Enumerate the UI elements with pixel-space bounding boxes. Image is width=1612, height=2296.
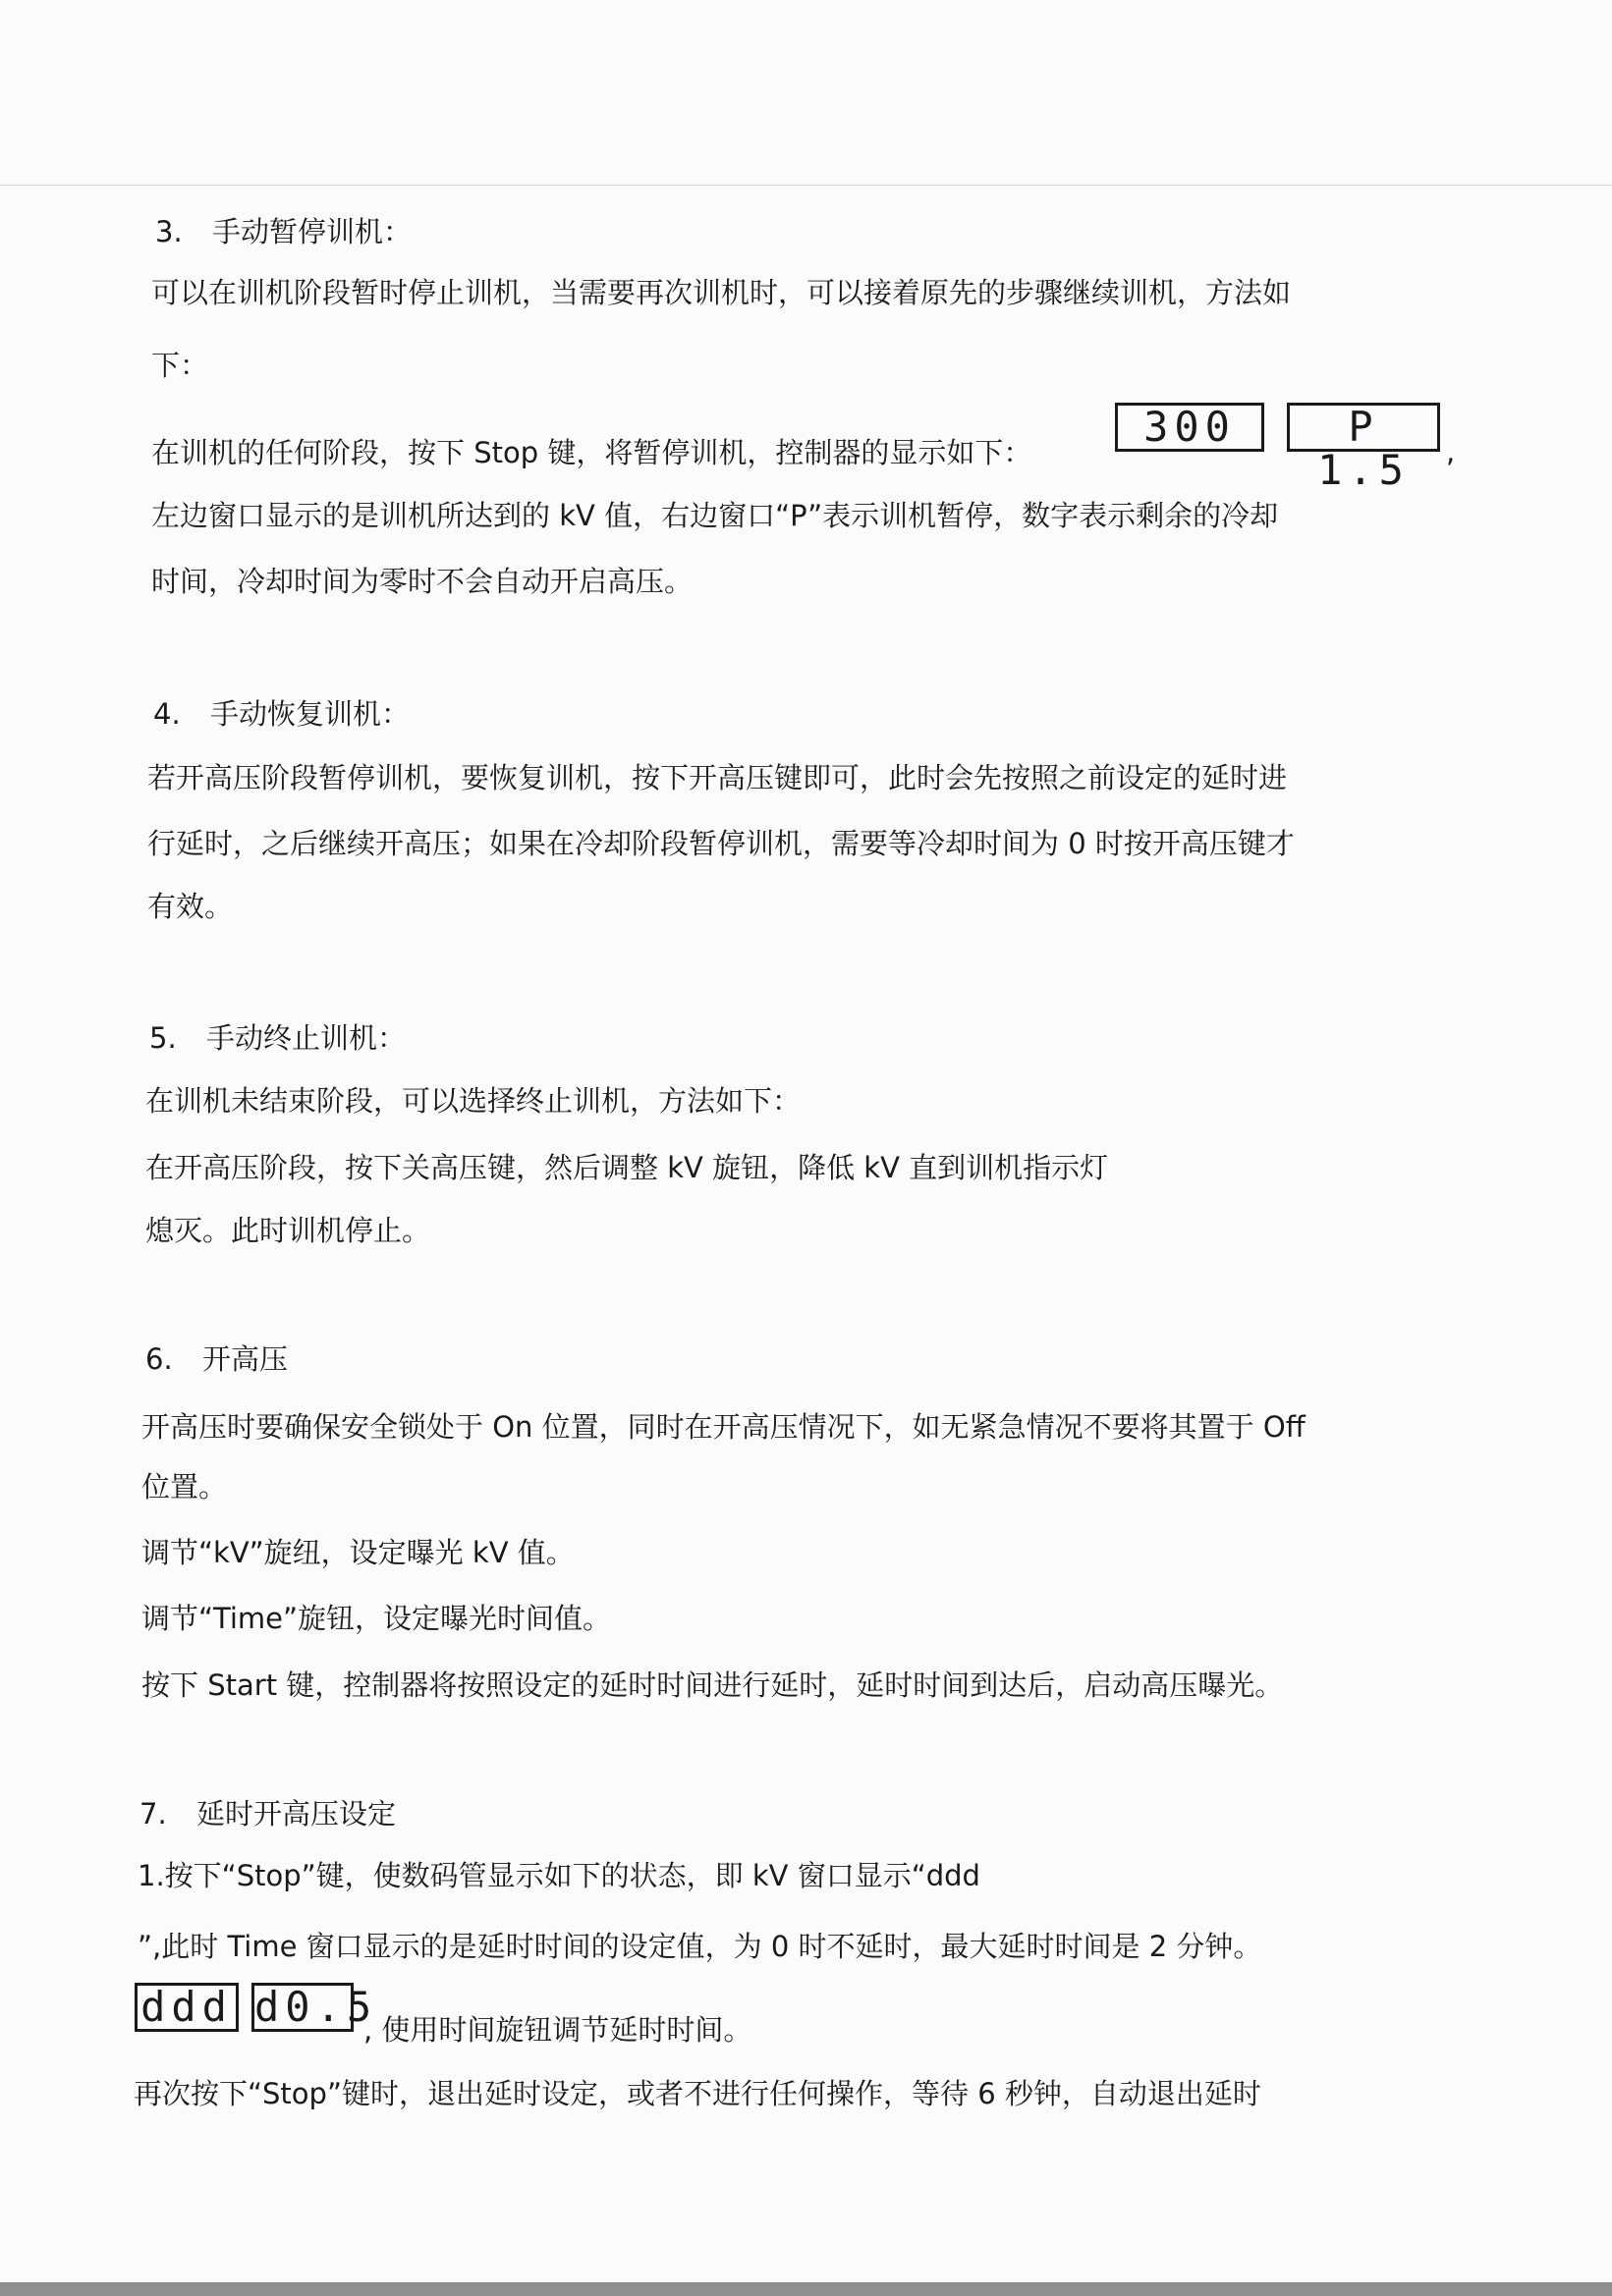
time-display-window: P 1.5 bbox=[1287, 403, 1440, 452]
paragraph: 时间，冷却时间为零时不会自动开启高压。 bbox=[151, 565, 694, 598]
section-title: 手动恢复训机： bbox=[210, 697, 411, 731]
kv-display-window: ddd bbox=[135, 1983, 239, 2032]
section-5-heading bbox=[149, 1018, 406, 1058]
section-number: 3. bbox=[155, 215, 183, 248]
section-number: 5. bbox=[149, 1021, 177, 1055]
section-title: 开高压 bbox=[202, 1342, 289, 1376]
section-7-heading bbox=[139, 1794, 396, 1833]
paragraph: 有效。 bbox=[147, 890, 234, 923]
paragraph: , 使用时间旋钮调节延时时间。 bbox=[363, 2013, 752, 2047]
paragraph: 在训机未结束阶段，可以选择终止训机，方法如下： bbox=[145, 1084, 802, 1118]
section-title: 手动暂停训机： bbox=[212, 215, 413, 248]
paragraph: ”,此时 Time 窗口显示的是延时时间的设定值，为 0 时不延时，最大延时时间是 2 分钟。 bbox=[138, 1930, 1262, 1963]
paragraph: 熄灭。此时训机停止。 bbox=[145, 1214, 431, 1247]
section-title: 延时开高压设定 bbox=[196, 1797, 397, 1831]
scan-edge bbox=[0, 2282, 1612, 2296]
paragraph: 调节“Time”旋钮，设定曝光时间值。 bbox=[141, 1602, 612, 1635]
paragraph: 左边窗口显示的是训机所达到的 kV 值，右边窗口“P”表示训机暂停，数字表示剩余的冷却 bbox=[151, 499, 1279, 532]
punctuation: , bbox=[1446, 435, 1456, 468]
paragraph: 调节“kV”旋纽，设定曝光 kV 值。 bbox=[141, 1536, 575, 1569]
paragraph: 可以在训机阶段暂时停止训机，当需要再次训机时，可以接着原先的步骤继续训机，方法如 bbox=[151, 276, 1292, 309]
section-number: 7. bbox=[139, 1797, 167, 1831]
kv-display-window: 300 bbox=[1115, 403, 1264, 452]
section-number: 6. bbox=[145, 1342, 173, 1376]
section-4-heading bbox=[153, 694, 410, 734]
section-number: 4. bbox=[153, 697, 181, 731]
paragraph: 开高压时要确保安全锁处于 On 位置，同时在开高压情况下，如无紧急情况不要将其置于 Off bbox=[141, 1410, 1306, 1444]
paragraph: 1.按下“Stop”键，使数码管显示如下的状态，即 kV 窗口显示“ddd bbox=[138, 1859, 980, 1892]
header-rule bbox=[0, 185, 1612, 186]
section-3-heading bbox=[155, 212, 412, 251]
paragraph: 再次按下“Stop”键时，退出延时设定，或者不进行任何操作，等待 6 秒钟，自动退出延时 bbox=[134, 2077, 1261, 2110]
paragraph: 位置。 bbox=[141, 1470, 228, 1503]
paragraph: 按下 Start 键，控制器将按照设定的延时时间进行延时，延时时间到达后，启动高压曝光。 bbox=[141, 1668, 1284, 1702]
section-6-heading bbox=[145, 1339, 288, 1379]
paragraph: 下： bbox=[151, 349, 209, 382]
section-title: 手动终止训机： bbox=[206, 1021, 407, 1055]
paragraph: 在开高压阶段，按下关高压键，然后调整 kV 旋钮，降低 kV 直到训机指示灯 bbox=[145, 1151, 1109, 1184]
time-display-window: d0.5 bbox=[251, 1983, 354, 2032]
paragraph: 在训机的任何阶段，按下 Stop 键，将暂停训机，控制器的显示如下： bbox=[151, 436, 1032, 469]
paragraph: 行延时，之后继续开高压；如果在冷却阶段暂停训机，需要等冷却时间为 0 时按开高压键才 bbox=[147, 827, 1295, 860]
paragraph: 若开高压阶段暂停训机，要恢复训机，按下开高压键即可，此时会先按照之前设定的延时进 bbox=[147, 761, 1288, 794]
